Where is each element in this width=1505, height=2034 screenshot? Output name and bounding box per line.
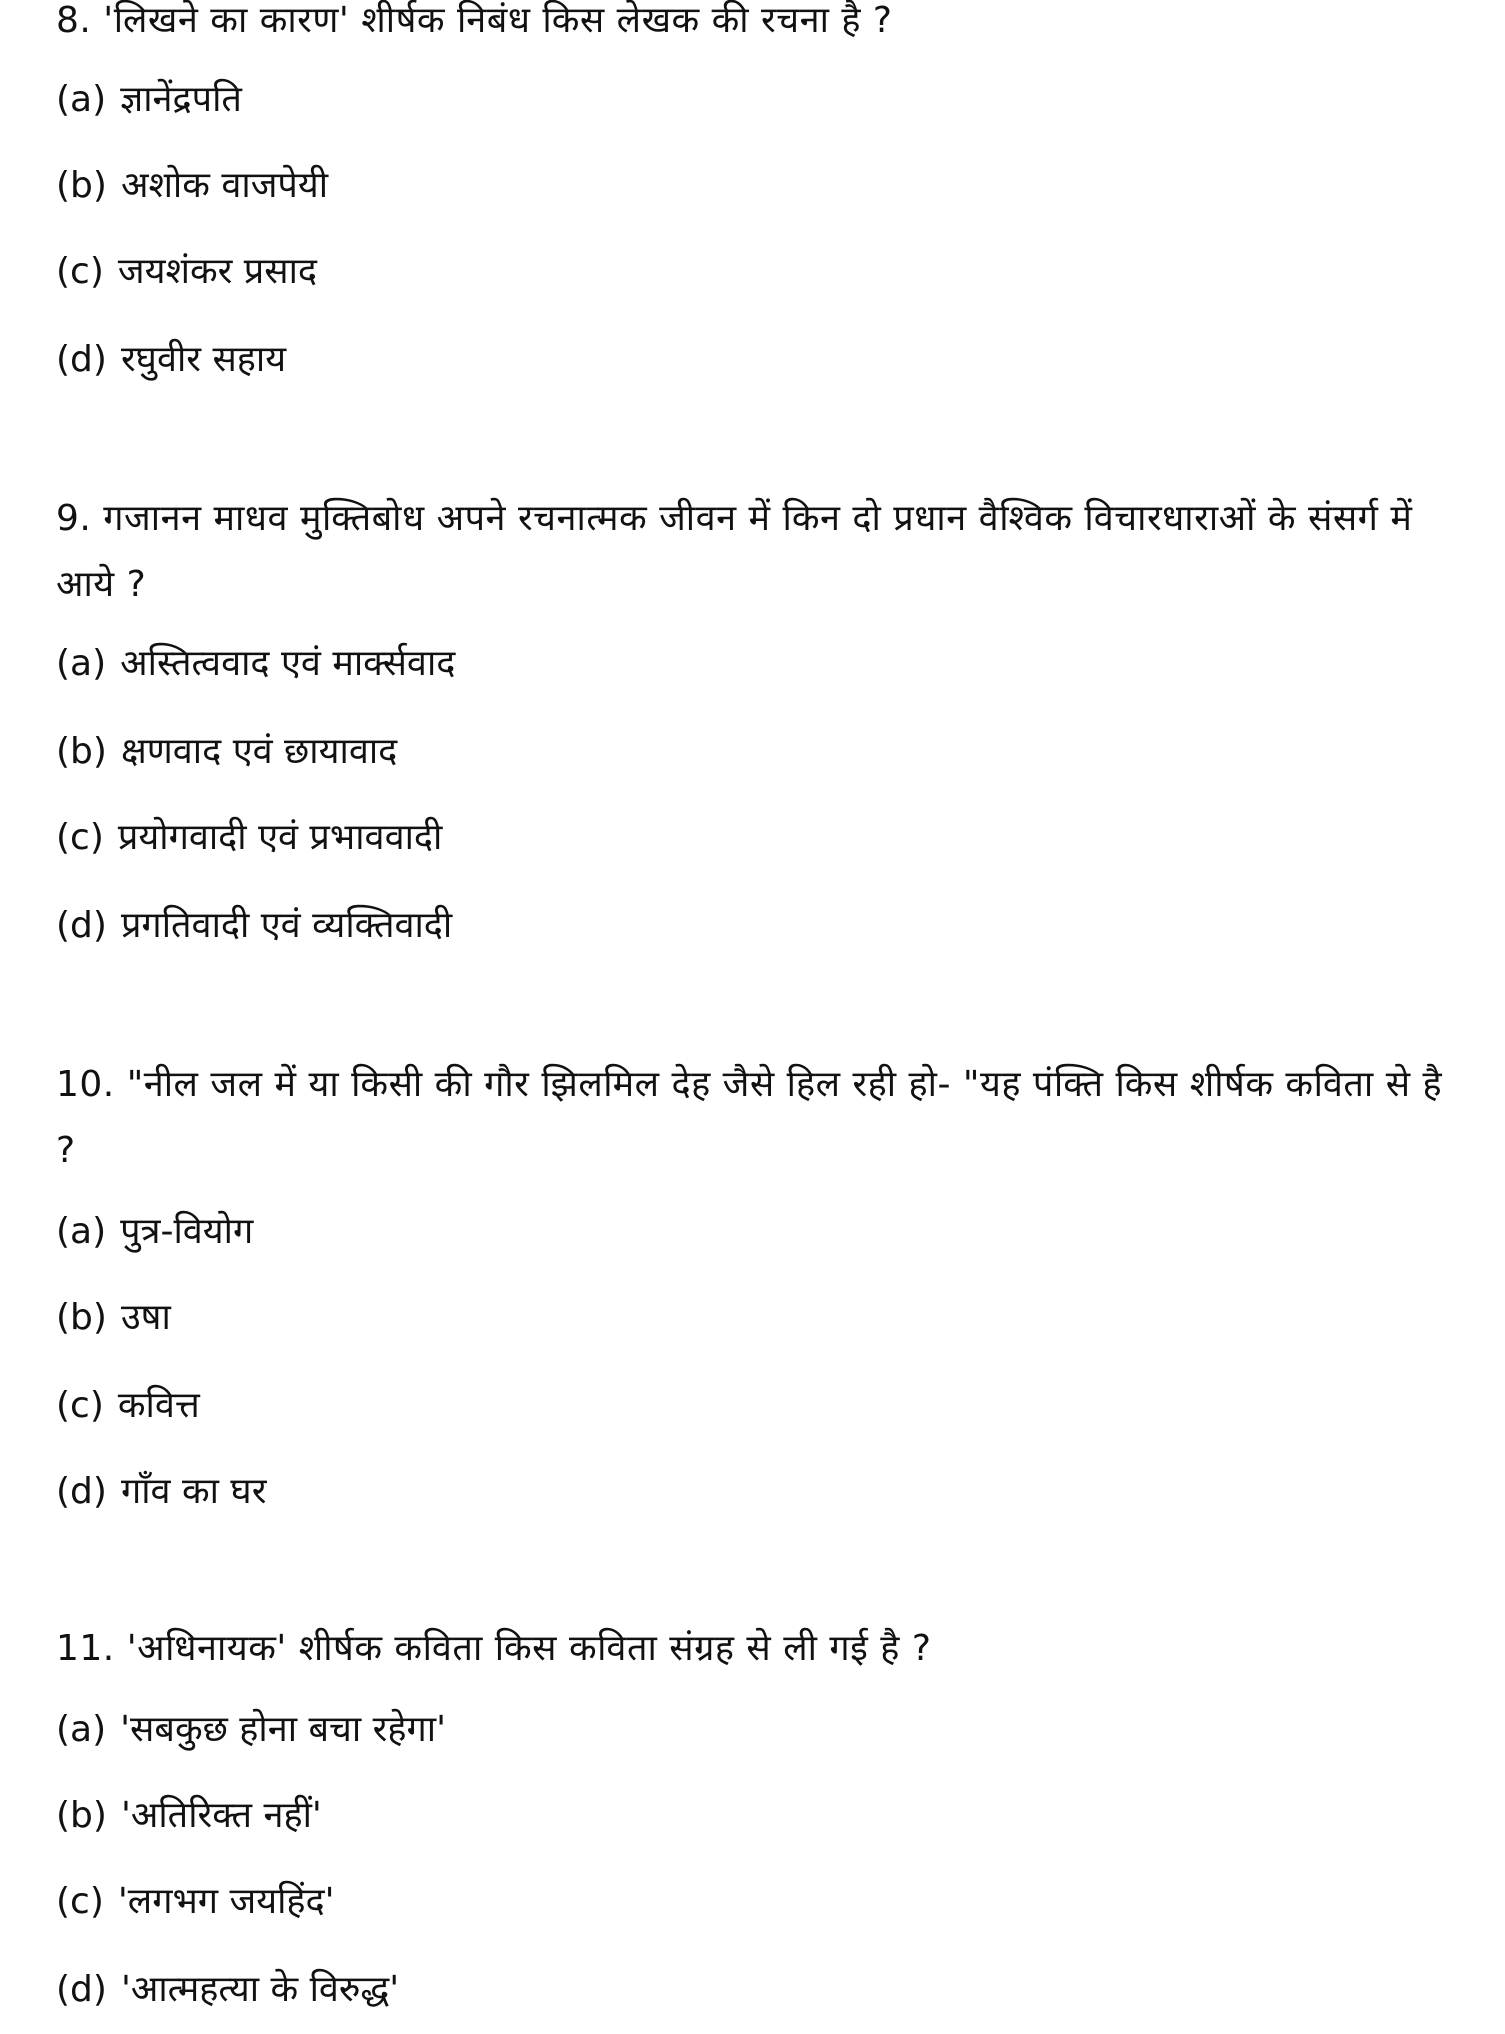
option-text: गाँव का घर	[120, 1471, 267, 1512]
option-label: (b)	[56, 1297, 107, 1338]
option-c	[56, 818, 442, 858]
option-a	[56, 1710, 446, 1750]
option-text: उषा	[120, 1297, 171, 1338]
option-text: 'आत्महत्या के विरुद्ध'	[120, 1969, 400, 2010]
option-label: (c)	[56, 1385, 104, 1426]
option-text: रघुवीर सहाय	[120, 339, 287, 380]
option-b	[56, 166, 328, 206]
option-a	[56, 644, 455, 684]
option-text: 'लगभग जयहिंद'	[117, 1881, 335, 1922]
option-label: (b)	[56, 1795, 107, 1836]
option-b	[56, 1796, 322, 1836]
option-a	[56, 80, 242, 120]
option-text: प्रयोगवादी एवं प्रभाववादी	[117, 817, 443, 858]
option-label: (a)	[56, 79, 107, 120]
option-text: 'अतिरिक्त नहीं'	[120, 1795, 322, 1836]
question-text: 8. 'लिखने का कारण' शीर्षक निबंध किस लेखक की रचना है ?	[56, 0, 893, 41]
option-d	[56, 340, 286, 380]
question-11	[56, 1616, 1446, 2010]
option-label: (a)	[56, 643, 107, 684]
option-d	[56, 1970, 399, 2010]
option-label: (d)	[56, 1471, 107, 1512]
question-10	[56, 1052, 1446, 1512]
question-text: 9. गजानन माधव मुक्तिबोध अपने रचनात्मक जीवन में किन दो प्रधान वैश्विक विचारधाराओं के संसर्ग में आये ?	[56, 498, 1413, 605]
option-label: (d)	[56, 1969, 107, 2010]
option-label: (a)	[56, 1709, 107, 1750]
question-9	[56, 486, 1446, 946]
option-label: (c)	[56, 251, 104, 292]
option-text: जयशंकर प्रसाद	[117, 251, 318, 292]
option-b	[56, 1298, 171, 1338]
option-text: अस्तित्ववाद एवं मार्क्सवाद	[120, 643, 456, 684]
question-8	[56, 0, 1446, 380]
option-text: 'सबकुछ होना बचा रहेगा'	[120, 1709, 446, 1750]
option-text: प्रगतिवादी एवं व्यक्तिवादी	[120, 905, 453, 946]
option-label: (d)	[56, 339, 107, 380]
question-text: 10. "नील जल में या किसी की गौर झिलमिल देह जैसे हिल रही हो- "यह पंक्ति किस शीर्षक कविता से है ?	[56, 1064, 1443, 1171]
option-text: क्षणवाद एवं छायावाद	[120, 731, 398, 772]
option-label: (d)	[56, 905, 107, 946]
option-c	[56, 1882, 335, 1922]
option-label: (a)	[56, 1211, 107, 1252]
option-c	[56, 252, 317, 292]
option-text: कवित्त	[117, 1385, 200, 1426]
question-text: 11. 'अधिनायक' शीर्षक कविता किस कविता संग्रह से ली गई है ?	[56, 1628, 932, 1669]
option-b	[56, 732, 397, 772]
option-a	[56, 1212, 253, 1252]
option-text: अशोक वाजपेयी	[120, 165, 329, 206]
option-label: (c)	[56, 817, 104, 858]
option-label: (c)	[56, 1881, 104, 1922]
option-d	[56, 906, 452, 946]
option-d	[56, 1472, 266, 1512]
option-label: (b)	[56, 165, 107, 206]
option-text: ज्ञानेंद्रपति	[120, 79, 242, 120]
option-label: (b)	[56, 731, 107, 772]
option-c	[56, 1386, 200, 1426]
option-text: पुत्र-वियोग	[120, 1211, 254, 1252]
